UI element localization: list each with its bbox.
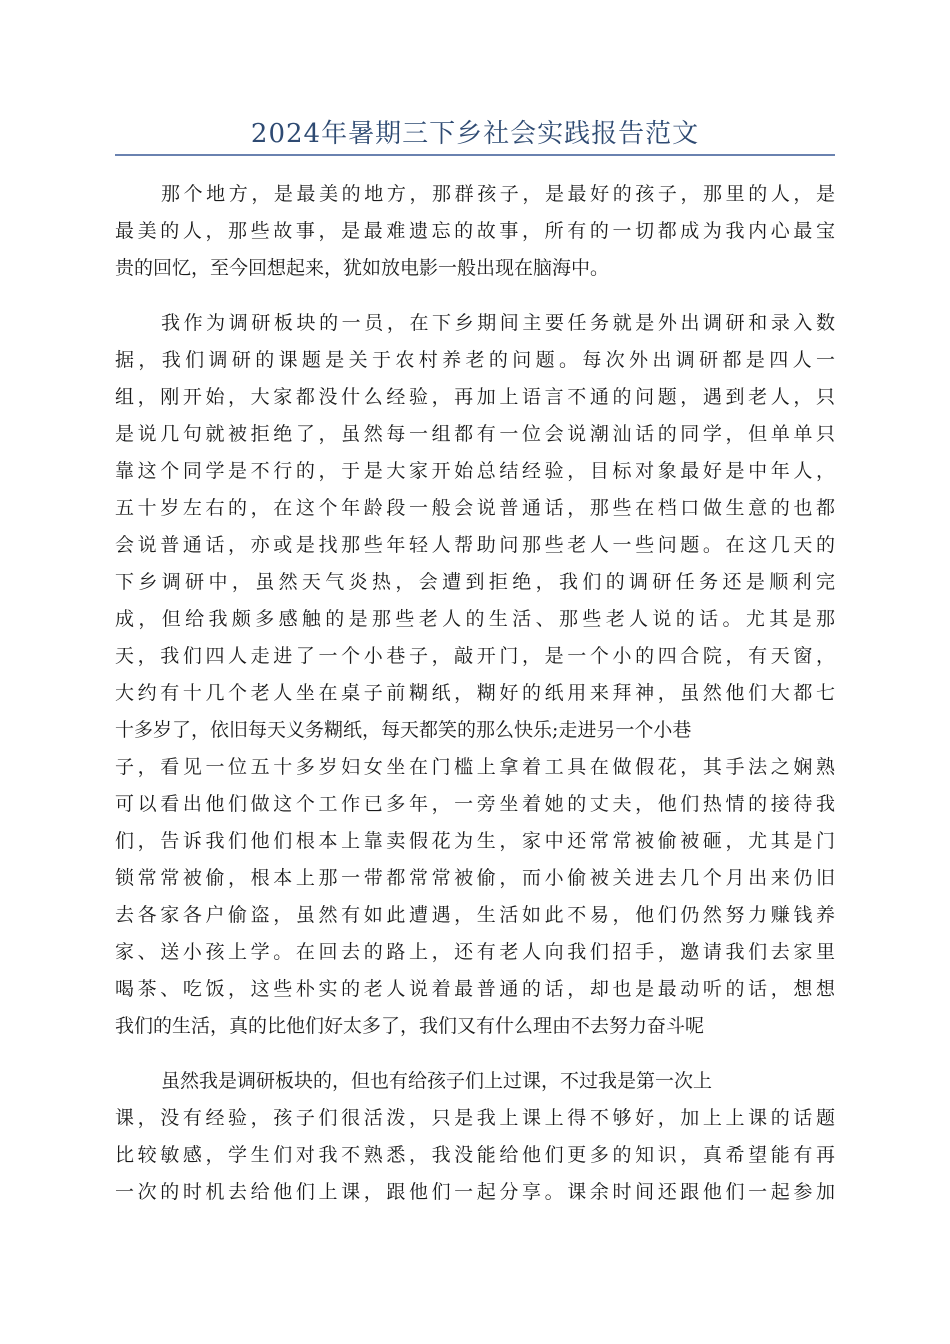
- text-line: 子，看见一位五十多岁妇女坐在门槛上拿着工具在做假花，其手法之娴熟: [115, 756, 835, 778]
- document-body: [115, 176, 835, 1229]
- text-line: 们，告诉我们他们根本上靠卖假花为生，家中还常常被偷被砸，尤其是门: [115, 830, 835, 852]
- text-line: 大约有十几个老人坐在桌子前糊纸，糊好的纸用来拜神，虽然他们大都七: [115, 682, 835, 704]
- text-line: 可以看出他们做这个工作已多年，一旁坐着她的丈夫，他们热情的接待我: [115, 793, 835, 815]
- text-line: 喝茶、吃饭，这些朴实的老人说着最普通的话，却也是最动听的话，想想: [115, 978, 835, 1000]
- paragraph-1: [115, 176, 835, 287]
- title-underline: [115, 154, 835, 156]
- text-line: 家、送小孩上学。在回去的路上，还有老人向我们招手，邀请我们去家里: [115, 941, 835, 963]
- text-line: 一次的时机去给他们上课，跟他们一起分享。课余时间还跟他们一起参加: [115, 1181, 835, 1203]
- text-line: 那个地方，是最美的地方，那群孩子，是最好的孩子，那里的人，是: [161, 183, 835, 205]
- text-line: 最美的人，那些故事，是最难遗忘的故事，所有的一切都成为我内心最宝: [115, 220, 835, 242]
- text-line: 课，没有经验，孩子们很活泼，只是我上课上得不够好，加上上课的话题: [115, 1107, 835, 1129]
- text-line: 组，刚开始，大家都没什么经验，再加上语言不通的问题，遇到老人，只: [115, 386, 835, 408]
- document-title: 2024年暑期三下乡社会实践报告范文: [250, 119, 700, 149]
- paragraph-3: [115, 1063, 835, 1211]
- text-line: 贵的回忆，至今回想起来，犹如放电影一般出现在脑海中。: [115, 257, 610, 279]
- text-line: 锁常常被偷，根本上那一带都常常被偷，而小偷被关进去几个月出来仍旧: [115, 867, 835, 889]
- text-line: 我作为调研板块的一员，在下乡期间主要任务就是外出调研和录入数: [161, 312, 835, 334]
- text-line: 去各家各户偷盗，虽然有如此遭遇，生活如此不易，他们仍然努力赚钱养: [115, 904, 835, 926]
- text-line: 成，但给我颇多感触的是那些老人的生活、那些老人说的话。尤其是那: [115, 608, 835, 630]
- text-line: 会说普通话，亦或是找那些年轻人帮助问那些老人一些问题。在这几天的: [115, 534, 835, 556]
- text-line: 据，我们调研的课题是关于农村养老的问题。每次外出调研都是四人一: [115, 349, 835, 371]
- paragraph-2: [115, 305, 835, 1045]
- text-line: 虽然我是调研板块的，但也有给孩子们上过课，不过我是第一次上: [161, 1070, 713, 1092]
- text-line: 五十岁左右的，在这个年龄段一般会说普通话，那些在档口做生意的也都: [115, 497, 835, 519]
- text-line: 天，我们四人走进了一个小巷子，敲开门，是一个小的四合院，有天窗，: [115, 645, 835, 667]
- text-line: 靠这个同学是不行的，于是大家开始总结经验，目标对象最好是中年人，: [115, 460, 835, 482]
- text-line: 比较敏感，学生们对我不熟悉，我没能给他们更多的知识，真希望能有再: [115, 1144, 835, 1166]
- text-line: 我们的生活，真的比他们好太多了，我们又有什么理由不去努力奋斗呢: [115, 1015, 705, 1037]
- text-line: 下乡调研中，虽然天气炎热，会遭到拒绝，我们的调研任务还是顺利完: [115, 571, 835, 593]
- text-line: 是说几句就被拒绝了，虽然每一组都有一位会说潮汕话的同学，但单单只: [115, 423, 835, 445]
- text-line: 十多岁了，依旧每天义务糊纸，每天都笑的那么快乐;走进另一个小巷: [115, 719, 692, 741]
